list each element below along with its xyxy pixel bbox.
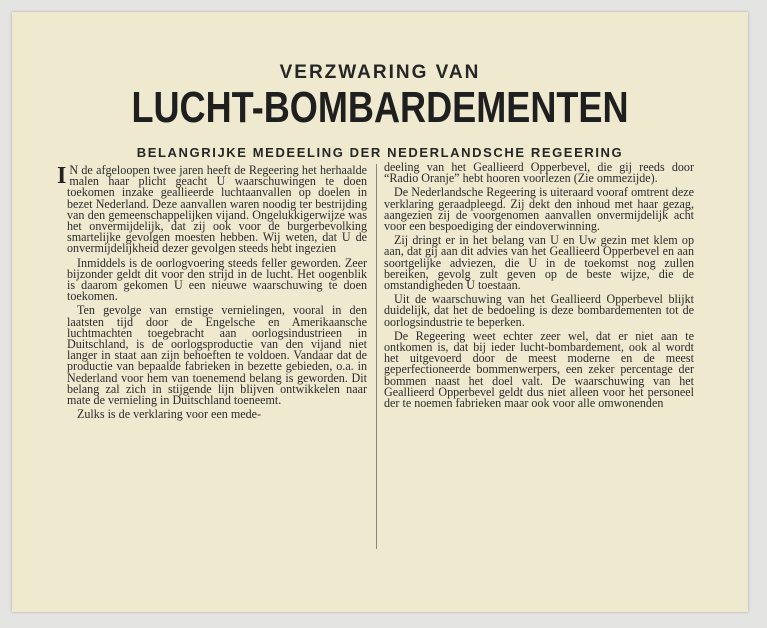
paragraph: deeling van het Geallieerd Opperbevel, die gij reeds door “Radio Oranje” hebt hooren voorlezen (Zie ommezijde).: [384, 160, 694, 186]
paragraph-text: N de afgeloopen twee jaren heeft de Regeering het herhaalde malen haar plicht geacht U waarschuwingen te doen toekomen inzake geallieerde luchtaanvallen op doelen in bezet Nederland. Deze aanvallen waren noodig ter bestrijding van den gemeenschappelijken vijand. Ongelukkigerwijze was het onvermijdelijk, dat zij ook voor de burgerbevolking smartelijke gevolgen moesten hebben. Wij weten, dat U de onvermijdelijkheid dezer gevolgen steeds hebt ingezien: [67, 163, 367, 256]
subheading: BELANGRIJKE MEDEELING DER NEDERLANDSCHE REGEERING: [136, 145, 624, 160]
paragraph: Ten gevolge van ernstige vernielingen, vooral in den laatsten tijd door de Engelsche en Amerikaansche luchtmachten toegebracht aan oorlogsindustrieen in Duitschland, is de oorlogsproductie van den vijand niet langer in staat aan zijn behoeften te voldoen. Vandaar dat de productie van bepaalde fabrieken in bezette gebieden, o.a. in Nederland voor hem van toenemend belang is geworden. Dit belang zal zich in stijgende lijn blijven ontwikkelen naar mate de vernieling in Duitschland toeneemt.: [67, 303, 367, 408]
paragraph: [57, 163, 367, 256]
left-column: [57, 163, 367, 555]
kicker-heading: VERZWARING VAN: [279, 62, 481, 83]
paragraph: Inmiddels is de oorlogvoering steeds feller geworden. Zeer bijzonder geldt dit voor den strijd in de lucht. Het oogenblik is daarom gekomen U een nieuwe waarschuwing te doen toekomen.: [67, 255, 367, 304]
paragraph: Zulks is de verklaring voor een mede-: [77, 407, 262, 422]
right-column: [384, 162, 694, 552]
main-headline: LUCHT-BOMBARDEMENTEN: [131, 83, 629, 132]
paragraph: Zij dringt er in het belang van U en Uw gezin met klem op aan, dat gij aan dit advies van het Geallieerd Opperbevel en aan soortgelijke adviezen, die U in de toekomst nog zullen bereiken, gevolg zult geven op de beste wijze, die de omstandigheden U toestaan.: [384, 233, 694, 293]
leaflet-page: [12, 12, 748, 612]
drop-cap: I: [57, 163, 67, 189]
paragraph: Uit de waarschuwing van het Geallieerd Opperbevel blijkt duidelijk, dat het de bedoeling is deze bombardementen tot de oorlogsindustrie te beperken.: [384, 292, 694, 329]
paragraph: De Regeering weet echter zeer wel, dat er niet aan te ontkomen is, dat bij ieder lucht-bombardement, ook al wordt het uitgevoerd door de meest moderne en de meest geperfectioneerde bommenwerpers, een zeker percentage der bommen naast het doel valt. De waarschuwing van het Geallieerd Opperbevel geldt dus niet alleen voor het personeel der te noemen fabrieken maar ook voor alle omwonenden: [384, 328, 694, 411]
paragraph: De Nederlandsche Regeering is uiteraard vooraf omtrent deze verklaring geraadpleegd. Zij dekt den inhoud met haar gezag, aangezien zij de voorgenomen aanvallen onvermijdelijk acht voor een bespoediging der eindoverwinning.: [384, 185, 694, 234]
column-divider: [376, 164, 377, 549]
